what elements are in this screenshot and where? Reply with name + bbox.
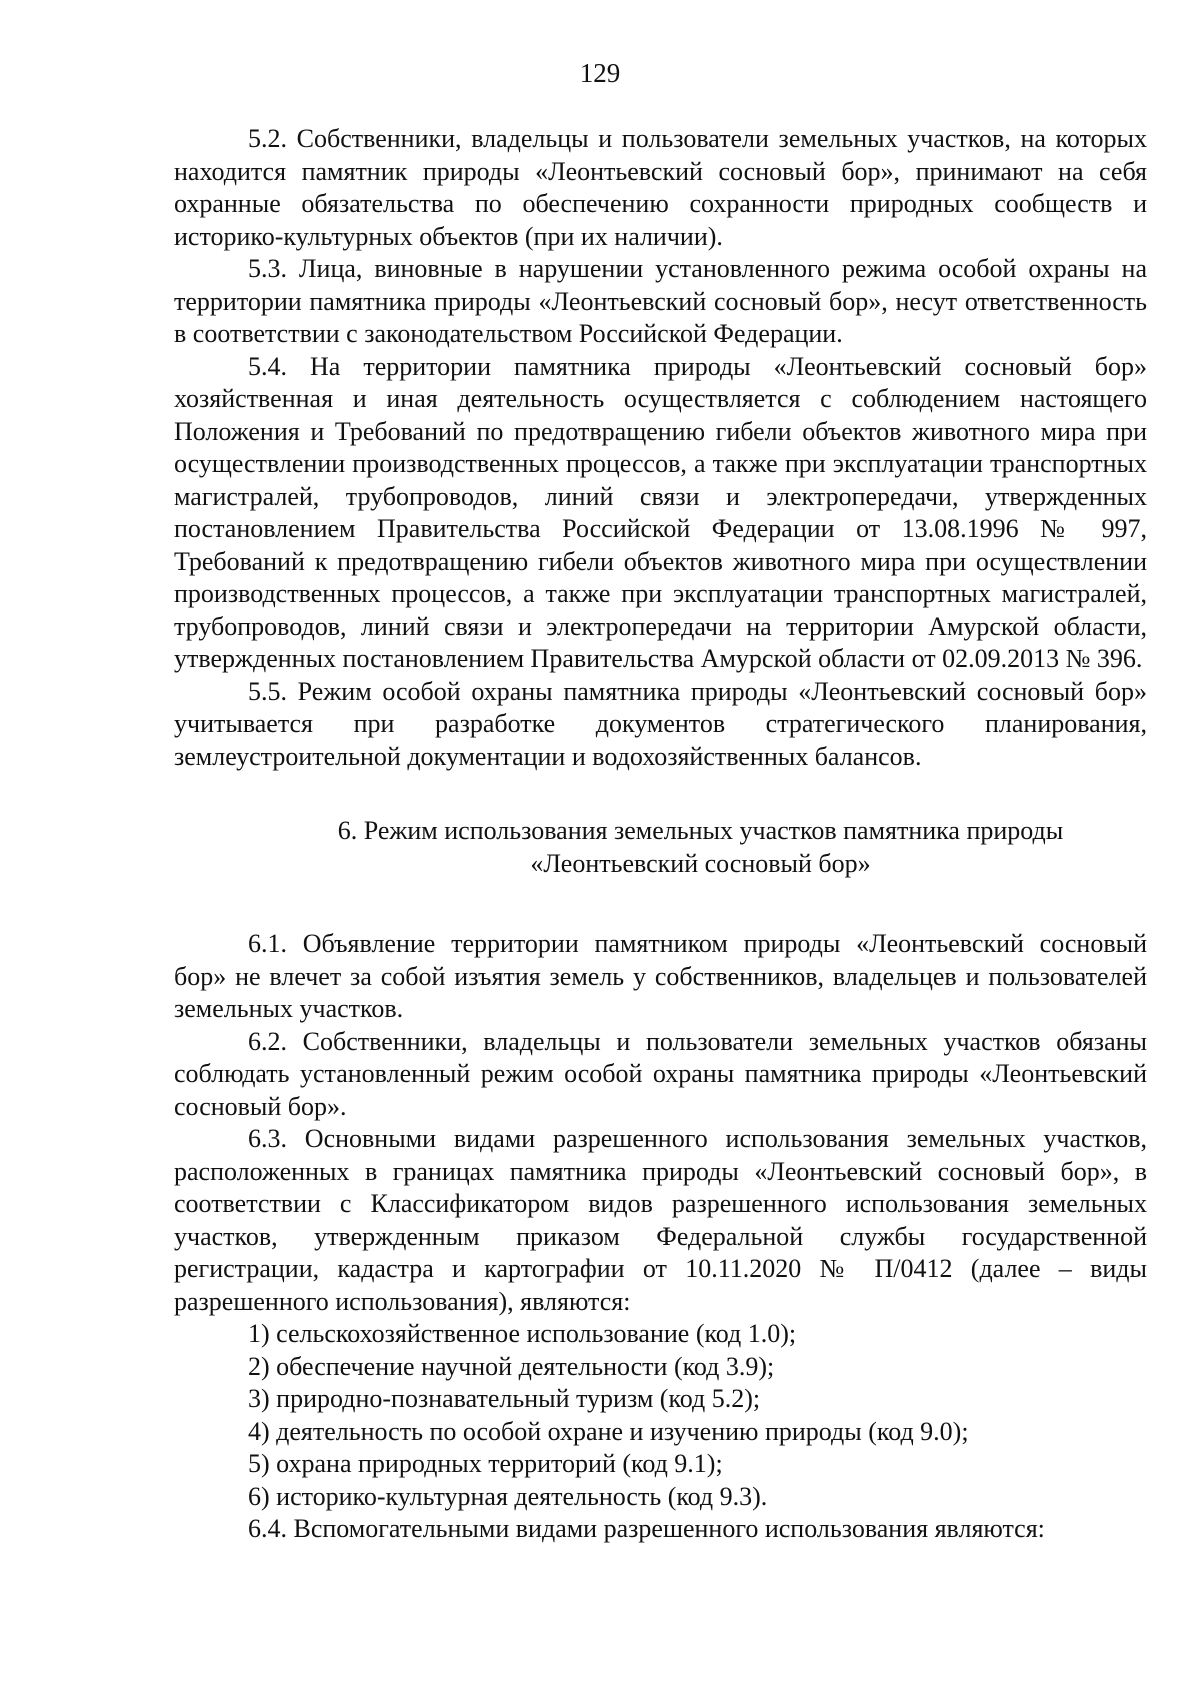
list-item-6: 6) историко-культурная деятельность (код 9.3). [248,1481,768,1511]
document-body [174,123,1147,1546]
list-item-1: 1) сельскохозяйственное использование (код 1.0); [248,1319,797,1348]
section-6-heading [174,815,1147,880]
paragraph-6-1: 6.1. Объявление территории памятником природы «Леонтьевский сосновый бор» не влечет за собой изъятия земель у собственников, владельцев и пользователей земельных участков. [174,929,1147,1023]
paragraph-5-4: 5.4. На территории памятника природы «Леонтьевский сосновый бор» хозяйственная и иная деятельность осуществляется с соблюдением настоящего Положения и Требований по предотвращению гибели объектов животного мира при осуществлении производственных процессов, а также при эксплуатации транспортных магистралей, трубопроводов, линий связи и электропередачи, утвержденных постановлением Правительства Российской Федерации от 13.08.1996 № 997, Требований к предотвращению гибели объектов животного мира при осуществлении производственных процессов, а также при эксплуатации транспортных магистралей, трубопроводов, линий связи и электропередачи на территории Амурской области, утвержденных постановлением Правительства Амурской области от 02.09.2013 № 396. [174,351,1147,673]
paragraph-5-3: 5.3. Лица, виновные в нарушении установленного режима особой охраны на территории памятника природы «Леонтьевский сосновый бор», несут ответственность в соответствии с законодательством Российской Федерации. [174,254,1147,348]
paragraph-6-4: 6.4. Вспомогательными видами разрешенного использования являются: [248,1514,1045,1543]
list-item-4: 4) деятельность по особой охране и изучению природы (код 9.0); [248,1416,969,1446]
paragraph-5-5: 5.5. Режим особой охраны памятника природы «Леонтьевский сосновый бор» учитывается при разработке документов стратегического планирования, землеустроительной документации и водохозяйственных балансов. [174,676,1147,771]
paragraph-5-2: 5.2. Собственники, владельцы и пользователи земельных участков, на которых находится памятник природы «Леонтьевский сосновый бор», принимают на себя охранные обязательства по обеспечению сохранности природных сообществ и историко-культурных объектов (при их наличии). [174,124,1147,251]
section-6-heading-line-1: 6. Режим использования земельных участков памятника природы [337,816,1064,845]
list-item-2: 2) обеспечение научной деятельности (код 3.9); [248,1351,775,1381]
list-item-5: 5) охрана природных территорий (код 9.1); [248,1449,723,1478]
paragraph-6-3: 6.3. Основными видами разрешенного использования земельных участков, расположенных в границах памятника природы «Леонтьевский сосновый бор», в соответствии с Классификатором видов разрешенного использования земельных участков, утвержденным приказом Федеральной службы государственной регистрации, кадастра и картографии от 10.11.2020 № П/0412 (далее – виды разрешенного использования), являются: [174,1124,1147,1316]
section-6-heading-line-2: «Леонтьевский сосновый бор» [530,848,871,878]
page-number: 129 [579,58,621,88]
paragraph-6-2: 6.2. Собственники, владельцы и пользователи земельных участков обязаны соблюдать установленный режим особой охраны памятника природы «Леонтьевский сосновый бор». [174,1026,1147,1121]
list-item-3: 3) природно-познавательный туризм (код 5.2); [248,1384,761,1413]
